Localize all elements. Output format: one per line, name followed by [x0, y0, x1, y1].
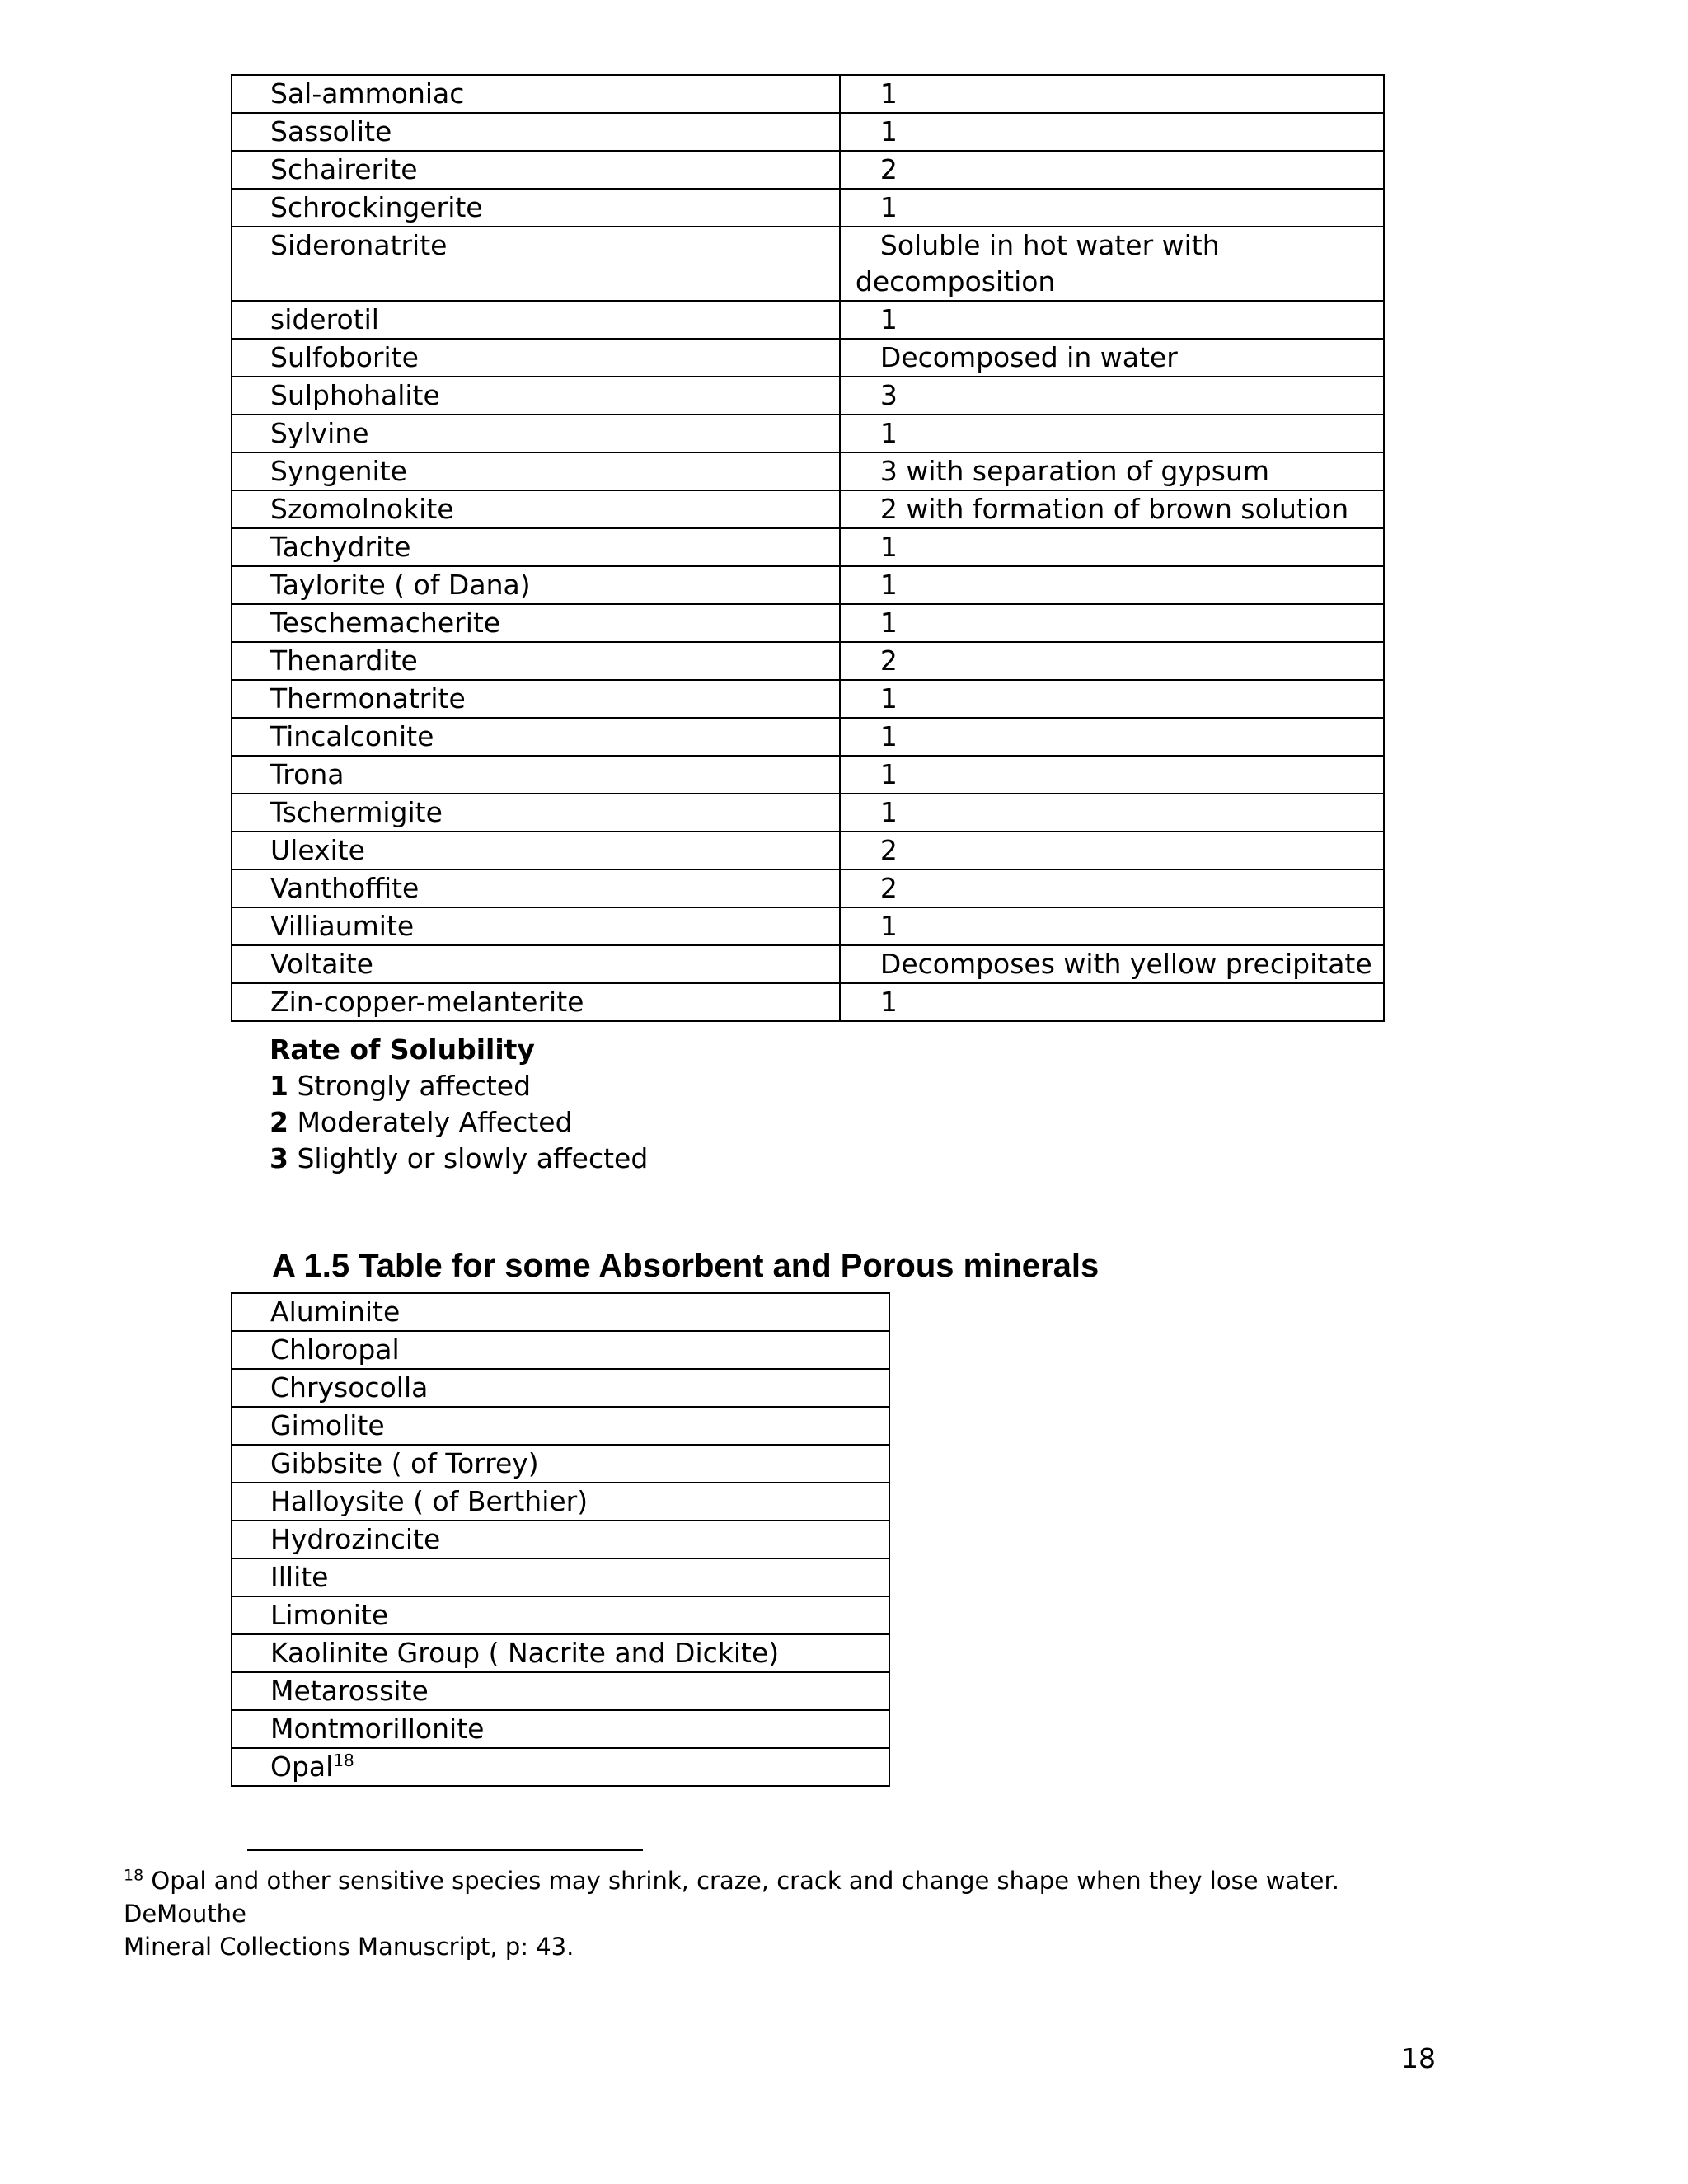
mineral-name: Metarossite: [232, 1672, 889, 1710]
footnote: [124, 1864, 1409, 1963]
footnote-separator: [247, 1849, 643, 1851]
mineral-name: Szomolnokite: [232, 490, 840, 528]
mineral-name: Teschemacherite: [232, 604, 840, 642]
table-row: [232, 680, 1384, 718]
mineral-name: Schairerite: [232, 151, 840, 189]
mineral-name: Aluminite: [232, 1293, 889, 1331]
table-row: [232, 604, 1384, 642]
table-row: [232, 907, 1384, 945]
solubility-rate-line-1: Soluble in hot water with: [879, 229, 1220, 261]
page-number: 18: [1401, 2042, 1436, 2074]
footnote-number: 18: [124, 1866, 144, 1885]
mineral-name: [232, 1748, 889, 1786]
table-row: [232, 339, 1384, 377]
solubility-rate: 1: [840, 189, 1384, 227]
solubility-rate: Decomposes with yellow precipitate: [840, 945, 1384, 983]
solubility-rate: 1: [840, 75, 1384, 113]
solubility-rate: 1: [840, 415, 1384, 452]
mineral-name: Tschermigite: [232, 794, 840, 832]
footnote-reference[interactable]: 18: [333, 1750, 354, 1770]
mineral-name: Trona: [232, 756, 840, 794]
table-row: [232, 189, 1384, 227]
table-row: [232, 1672, 889, 1710]
solubility-rate: 1: [840, 113, 1384, 151]
table-row: [232, 718, 1384, 756]
legend-text: Moderately Affected: [288, 1106, 573, 1138]
legend-title: Rate of Solubility: [270, 1033, 535, 1066]
mineral-name: Villiaumite: [232, 907, 840, 945]
solubility-rate: 3 with separation of gypsum: [840, 452, 1384, 490]
solubility-rate: 1: [840, 528, 1384, 566]
table-row: [232, 415, 1384, 452]
table-row: [232, 1558, 889, 1596]
mineral-name: Thenardite: [232, 642, 840, 680]
legend-key: 1: [270, 1070, 288, 1102]
table-row: [232, 528, 1384, 566]
solubility-rate: 1: [840, 718, 1384, 756]
mineral-name: Vanthoffite: [232, 869, 840, 907]
solubility-rate: 1: [840, 301, 1384, 339]
table-row: [232, 1331, 889, 1369]
legend-key: 2: [270, 1106, 288, 1138]
solubility-rate: 1: [840, 907, 1384, 945]
mineral-name: Sylvine: [232, 415, 840, 452]
solubility-rate: 1: [840, 983, 1384, 1021]
table-row: [232, 1710, 889, 1748]
mineral-name: Limonite: [232, 1596, 889, 1634]
legend-item: [270, 1068, 648, 1104]
table-row: [232, 945, 1384, 983]
footnote-text-1: Opal and other sensitive species may shrink, craze, crack and change shape when they lose water. DeMouthe: [124, 1867, 1339, 1928]
mineral-name: Zin-copper-melanterite: [232, 983, 840, 1021]
mineral-name: siderotil: [232, 301, 840, 339]
solubility-rate: 1: [840, 566, 1384, 604]
opal-label: Opal: [270, 1750, 334, 1783]
table-row: [232, 301, 1384, 339]
mineral-name: Taylorite ( of Dana): [232, 566, 840, 604]
mineral-name: Voltaite: [232, 945, 840, 983]
solubility-rate: 1: [840, 794, 1384, 832]
mineral-name: Syngenite: [232, 452, 840, 490]
table-row: [232, 1634, 889, 1672]
table-row: [232, 113, 1384, 151]
table-row: [232, 1445, 889, 1483]
mineral-name: Kaolinite Group ( Nacrite and Dickite): [232, 1634, 889, 1672]
footnote-text-2: Mineral Collections Manuscript, p: 43.: [124, 1933, 574, 1961]
porous-table-body: [232, 1293, 889, 1786]
table-row: [232, 756, 1384, 794]
mineral-name: Montmorillonite: [232, 1710, 889, 1748]
porous-minerals-table: [231, 1292, 890, 1787]
table-row: [232, 1748, 889, 1786]
table-row: [232, 1369, 889, 1407]
solubility-rate: 1: [840, 604, 1384, 642]
solubility-rate: 2: [840, 832, 1384, 869]
table-row: [232, 377, 1384, 415]
solubility-rate: [840, 227, 1384, 301]
mineral-name: Tincalconite: [232, 718, 840, 756]
table-row: [232, 227, 1384, 301]
mineral-name: Sassolite: [232, 113, 840, 151]
mineral-name: Thermonatrite: [232, 680, 840, 718]
footnote-line-1: [124, 1864, 1409, 1930]
legend-item: [270, 1141, 648, 1177]
solubility-rate-line-2: decomposition: [855, 265, 1056, 298]
mineral-name: Sulfoborite: [232, 339, 840, 377]
solubility-rate: 2: [840, 869, 1384, 907]
solubility-rate: 1: [840, 756, 1384, 794]
mineral-name: Schrockingerite: [232, 189, 840, 227]
mineral-name: Halloysite ( of Berthier): [232, 1483, 889, 1521]
table-row: [232, 490, 1384, 528]
mineral-name: Illite: [232, 1558, 889, 1596]
legend-key: 3: [270, 1142, 288, 1174]
solubility-rate: Decomposed in water: [840, 339, 1384, 377]
solubility-rate: 3: [840, 377, 1384, 415]
solubility-rate: 2 with formation of brown solution: [840, 490, 1384, 528]
table-row: [232, 1596, 889, 1634]
mineral-name: Hydrozincite: [232, 1521, 889, 1558]
mineral-name: Gimolite: [232, 1407, 889, 1445]
table-row: [232, 151, 1384, 189]
table-row: [232, 1407, 889, 1445]
mineral-name: Sideronatrite: [232, 227, 840, 301]
table-row: [232, 452, 1384, 490]
legend-item: [270, 1104, 648, 1141]
section-heading: A 1.5 Table for some Absorbent and Porous minerals: [272, 1248, 1100, 1284]
solubility-rate: 2: [840, 642, 1384, 680]
mineral-name: Ulexite: [232, 832, 840, 869]
mineral-name: Tachydrite: [232, 528, 840, 566]
table-row: [232, 794, 1384, 832]
solubility-legend: [270, 1032, 648, 1177]
table-row: [232, 1483, 889, 1521]
legend-text: Strongly affected: [288, 1070, 532, 1102]
solubility-table-body: [232, 75, 1384, 1021]
mineral-name: Chrysocolla: [232, 1369, 889, 1407]
table-row: [232, 1293, 889, 1331]
table-row: [232, 642, 1384, 680]
solubility-rate: 1: [840, 680, 1384, 718]
mineral-name: Chloropal: [232, 1331, 889, 1369]
table-row: [232, 1521, 889, 1558]
legend-text: Slightly or slowly affected: [288, 1142, 649, 1174]
table-row: [232, 869, 1384, 907]
table-row: [232, 566, 1384, 604]
table-row: [232, 75, 1384, 113]
mineral-name: Gibbsite ( of Torrey): [232, 1445, 889, 1483]
solubility-table: [231, 74, 1385, 1022]
mineral-name: Sulphohalite: [232, 377, 840, 415]
table-row: [232, 832, 1384, 869]
table-row: [232, 983, 1384, 1021]
mineral-name: Sal-ammoniac: [232, 75, 840, 113]
solubility-rate: 2: [840, 151, 1384, 189]
